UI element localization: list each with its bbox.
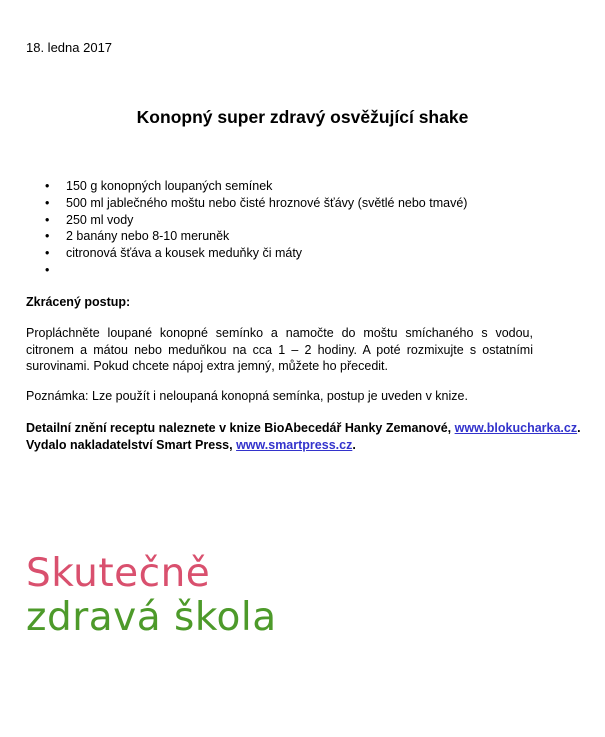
document-date: 18. ledna 2017 <box>26 40 113 55</box>
credit-text: . Vydalo nakladatelství Smart Press, <box>26 421 581 452</box>
list-item: • 250 ml vody <box>26 212 467 229</box>
logo-line-1: Skutečně <box>26 551 211 596</box>
logo-line-2: zdravá škola <box>26 595 277 640</box>
list-item: • citronová šťáva a kousek meduňky či máty <box>26 245 467 262</box>
list-item: • 150 g konopných loupaných semínek <box>26 178 467 195</box>
credit-text: Detailní znění receptu naleznete v knize BioAbecedář Hanky Zemanové, <box>26 421 455 435</box>
ingredients-list <box>26 178 467 279</box>
credit-paragraph <box>26 420 586 453</box>
list-item <box>26 262 467 279</box>
smartpress-link[interactable]: www.smartpress.cz <box>236 437 353 452</box>
procedure-text: Propláchněte loupané konopné semínko a namočte do moštu smíchaného s vodou, citronem a mátou nebo meduňkou na cca 1 – 2 hodiny. A poté rozmixujte s ostatními surovinami. Pokud chcete nápoj extra jemný, můžete ho přecedit. <box>26 326 533 373</box>
list-item: • 500 ml jablečného moštu nebo čisté hroznové šťávy (světlé nebo tmavé) <box>26 195 467 212</box>
blokucharka-link[interactable]: www.blokucharka.cz <box>454 421 578 435</box>
recipe-title: Konopný super zdravý osvěžující shake <box>136 107 469 127</box>
list-item: • 2 banány nebo 8-10 meruněk <box>26 228 467 245</box>
note-text: Poznámka: Lze použít i neloupaná konopná semínka, postup je uveden v knize. <box>26 389 468 403</box>
credit-text: . <box>352 437 356 452</box>
skutecne-zdrava-skola-logo <box>26 552 277 640</box>
procedure-heading: Zkrácený postup: <box>26 295 131 309</box>
